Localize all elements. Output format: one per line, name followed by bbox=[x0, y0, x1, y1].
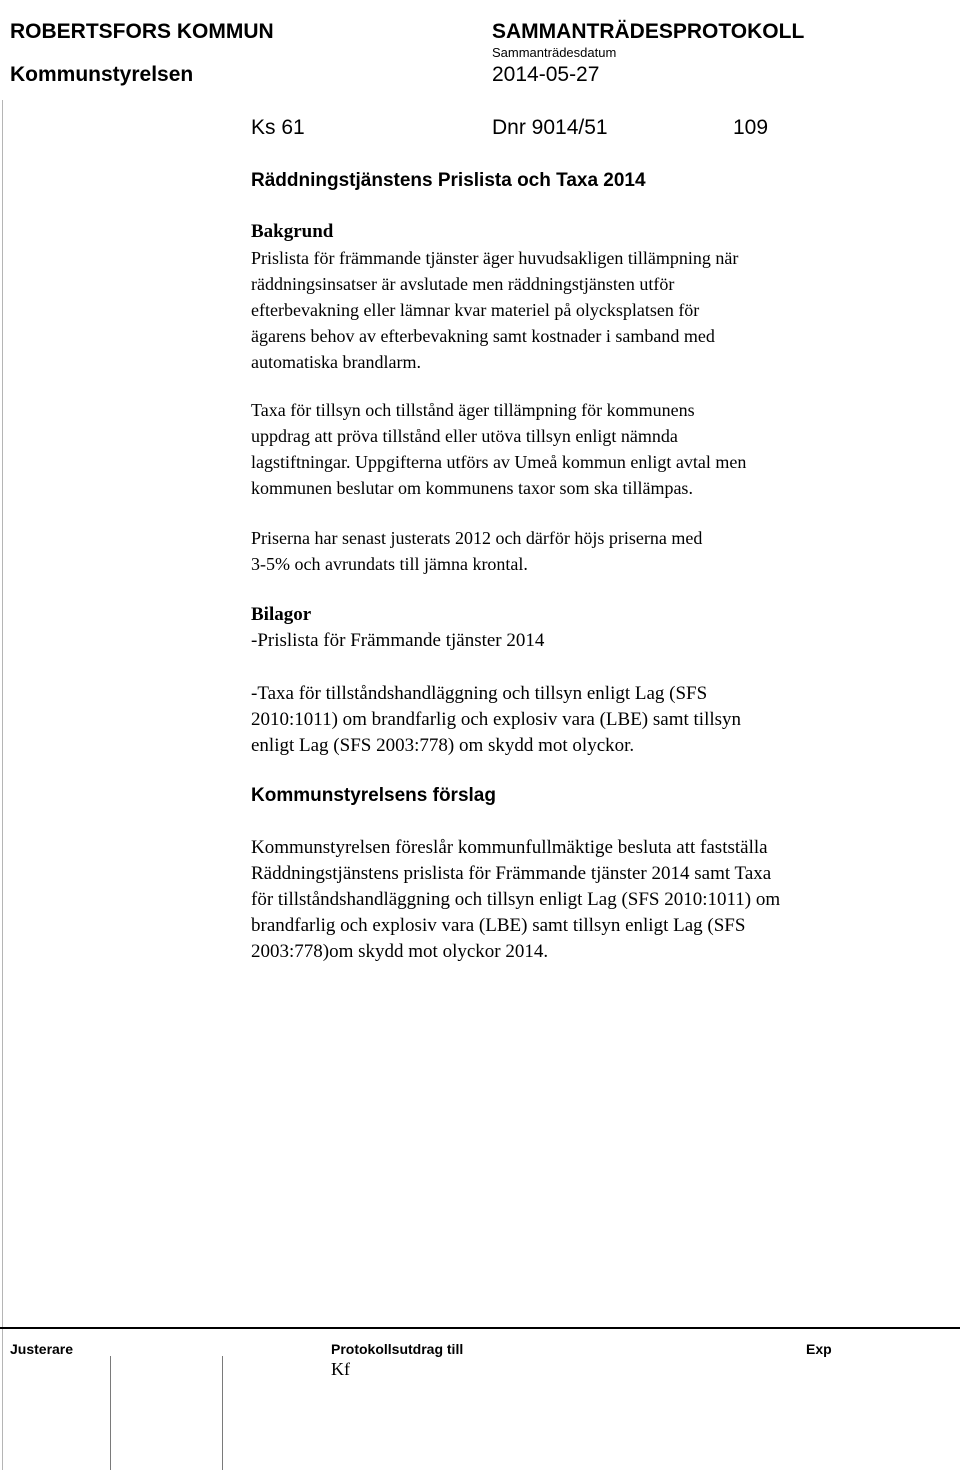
text-line: Taxa för tillsyn och tillstånd äger tillämpning för kommunens bbox=[251, 400, 695, 420]
attachments-heading: Bilagor bbox=[251, 604, 312, 625]
text-line: kommunen beslutar om kommunens taxor som ska tillämpas. bbox=[251, 478, 693, 498]
text-line: för tillståndshandläggning och tillsyn enligt Lag (SFS 2010:1011) om bbox=[251, 889, 781, 910]
attachment-item-2 bbox=[251, 681, 931, 759]
background-heading: Bakgrund bbox=[251, 221, 334, 242]
exp-label: Exp bbox=[806, 1341, 832, 1357]
text-line: 2003:778)om skydd mot olyckor 2014. bbox=[251, 941, 549, 962]
text-line: 2010:1011) om brandfarlig och explosiv vara (LBE) samt tillsyn bbox=[251, 709, 742, 730]
case-number: Ks 61 bbox=[251, 116, 305, 139]
text-line: Priserna har senast justerats 2012 och därför höjs priserna med bbox=[251, 528, 703, 548]
page-number: 109 bbox=[733, 116, 769, 139]
left-margin-line bbox=[2, 100, 3, 1470]
background-paragraph-2 bbox=[251, 397, 931, 501]
text-line: 3-5% och avrundats till jämna krontal. bbox=[251, 554, 528, 574]
text-line: Prislista för främmande tjänster äger huvudsakligen tillämpning när bbox=[251, 248, 739, 268]
proposal-heading: Kommunstyrelsens förslag bbox=[251, 785, 496, 806]
document-type: SAMMANTRÄDESPROTOKOLL bbox=[492, 20, 805, 43]
protokollsutdrag-label: Protokollsutdrag till bbox=[331, 1341, 464, 1357]
text-line: brandfarlig och explosiv vara (LBE) samt tillsyn enligt Lag (SFS bbox=[251, 915, 746, 936]
committee-name: Kommunstyrelsen bbox=[10, 63, 194, 86]
recipient-kf: Kf bbox=[331, 1359, 350, 1379]
background-section bbox=[251, 219, 931, 375]
footer-divider bbox=[0, 1327, 960, 1329]
text-line: enligt Lag (SFS 2003:778) om skydd mot olyckor. bbox=[251, 735, 635, 756]
text-line: Räddningstjänstens prislista för Främmande tjänster 2014 samt Taxa bbox=[251, 863, 772, 884]
attachments-section bbox=[251, 602, 931, 654]
signature-field-divider bbox=[110, 1356, 111, 1470]
meeting-date-label: Sammanträdesdatum bbox=[492, 45, 617, 60]
item-title: Räddningstjänstens Prislista och Taxa 2014 bbox=[251, 170, 646, 191]
text-line: ägarens behov av efterbevakning samt kostnader i samband med bbox=[251, 326, 715, 346]
text-line: -Taxa för tillståndshandläggning och tillsyn enligt Lag (SFS bbox=[251, 683, 708, 704]
text-line: efterbevakning eller lämnar kvar materiel på olycksplatsen för bbox=[251, 300, 700, 320]
background-paragraph-1 bbox=[251, 245, 931, 375]
attachment-item-1: -Prislista för Främmande tjänster 2014 bbox=[251, 630, 545, 651]
meeting-date: 2014-05-27 bbox=[492, 63, 600, 86]
proposal-text bbox=[251, 835, 931, 965]
signature-field-divider bbox=[222, 1356, 223, 1470]
text-line: räddningsinsatser är avslutade men räddningstjänsten utför bbox=[251, 274, 675, 294]
case-dnr: Dnr 9014/51 bbox=[492, 116, 608, 139]
background-paragraph-3 bbox=[251, 525, 931, 577]
organization-name: ROBERTSFORS KOMMUN bbox=[10, 20, 274, 43]
justerare-label: Justerare bbox=[10, 1341, 74, 1357]
text-line: uppdrag att pröva tillstånd eller utöva tillsyn enligt nämnda bbox=[251, 426, 678, 446]
text-line: Kommunstyrelsen föreslår kommunfullmäktige besluta att fastställa bbox=[251, 837, 768, 858]
text-line: automatiska brandlarm. bbox=[251, 352, 421, 372]
text-line: lagstiftningar. Uppgifterna utförs av Umeå kommun enligt avtal men bbox=[251, 452, 747, 472]
